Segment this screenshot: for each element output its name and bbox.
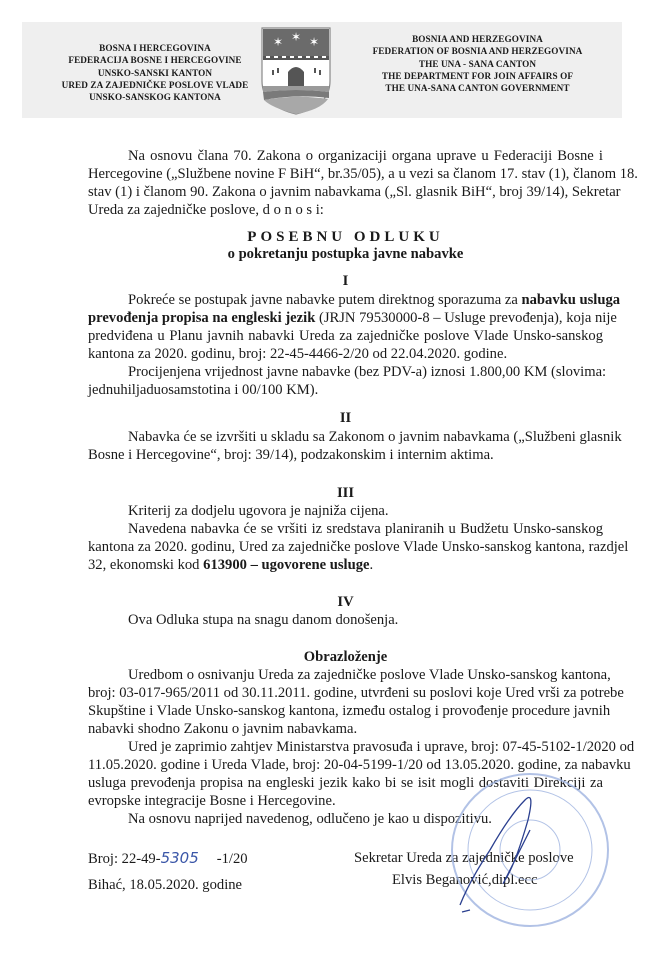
letterhead-line: UNSKO-SANSKOG KANTONA [89, 92, 221, 103]
text: Ured je zaprimio zahtjev Ministarstva pravosuđa i uprave, broj: 07-45-5102-1/2020 od [128, 739, 635, 755]
text: 11.05.2020. godine i Ureda Vlade, broj: 20-04-5199-1/20 od 13.05.2020. godine, za nabavku [88, 757, 631, 773]
bold-text: 613900 – ugovorene usluge [203, 557, 370, 573]
section-heading-obrazlozenje: Obrazloženje [303, 649, 388, 665]
text: Kriterij za dodjelu ugovora je najniža cijena. [128, 503, 389, 519]
text: nabavki shodno Zakonu o javnim nabavkama. [88, 721, 358, 737]
text-line [88, 309, 617, 327]
text: Bosne i Hercegovine“, broj: 39/14), podzakonskim i internim aktima. [88, 447, 494, 463]
text: Uredbom o osnivanju Ureda za zajedničke poslove Vlade Unsko-sanskog kantona, [128, 667, 611, 683]
text-line [88, 684, 624, 702]
text: Nabavka će se izvršiti u skladu sa Zakonom o javnim nabavkama („Službeni glasnik [128, 429, 622, 445]
signer-title: Sekretar Ureda za zajedničke poslove [354, 850, 574, 866]
text-line [88, 345, 603, 363]
text: Na osnovu naprijed navedenog, odlučeno je kao u dispozitivu. [128, 811, 492, 827]
letterhead-line: THE UNA - SANA CANTON [418, 58, 537, 69]
letterhead-line: FEDERATION OF BOSNIA AND HERZEGOVINA [372, 46, 583, 57]
section-heading-iii: III [336, 485, 355, 501]
letterhead-line: BOSNIA AND HERZEGOVINA [412, 34, 543, 44]
text-line [88, 446, 603, 464]
text-line [128, 738, 635, 756]
letterhead-line: THE UNA-SANA CANTON GOVERNMENT [385, 83, 570, 94]
section-heading-iv: IV [337, 594, 354, 610]
text: stav (1) i članom 90. Zakona o javnim nabavkama („Sl. glasnik BiH“, broj 39/14), Sekretar [88, 184, 621, 200]
text: 32, ekonomski kod [88, 557, 204, 573]
text: . [369, 557, 374, 573]
text-line [88, 720, 603, 738]
letterhead-line: UNSKO-SANSKI KANTON [97, 67, 213, 78]
text-line [88, 183, 621, 201]
text: Ureda za zajedničke poslove, d o n o s i: [88, 202, 324, 218]
letterhead-left [60, 42, 250, 103]
section-heading-ii: II [339, 410, 352, 426]
text: Procijenjena vrijednost javne nabavke (bez PDV-a) iznosi 1.800,00 KM (slovima: [128, 364, 607, 380]
text-line [128, 666, 611, 684]
svg-text:✶: ✶ [308, 35, 320, 49]
text: Ova Odluka stupa na snagu danom donošenja. [128, 612, 399, 628]
text: Navedena nabavka će se vršiti iz sredstava planiranih u Budžetu Unsko-sanskog [128, 521, 603, 537]
text-line [88, 165, 638, 183]
text-line [88, 381, 603, 399]
text: predviđena u Planu javnih nabavki Ureda za zajedničke poslove Vlade Unsko-sanskog [88, 328, 603, 344]
text: usluga prevođenja propisa na engleski jezik kako bi se isit mogli dostaviti Direkciji za [88, 775, 603, 791]
letterhead-right [355, 33, 600, 94]
text-line [128, 291, 621, 309]
text: kantona za 2020. godinu, Ured za zajedničke poslove Vlade Unsko-sanskog kantona, razdjel [88, 539, 629, 555]
text: Na osnovu člana 70. Zakona o organizaciji organa uprave u Federaciji Bosne i [128, 148, 603, 164]
svg-text:✶: ✶ [272, 35, 284, 49]
document-subtitle: o pokretanju postupka javne nabavke [227, 246, 464, 262]
text: Pokreće se postupak javne nabavke putem direktnog sporazuma za [128, 292, 522, 308]
text: broj: 03-017-965/2011 od 30.11.2011. godine, utvrđeni su poslovi koje Ured vrši za potrebe [88, 685, 624, 701]
text-line [88, 201, 603, 219]
signer-name: Elvis Beganović,dipl.ecc [392, 872, 538, 888]
reference-prefix: Broj: 22-49- [88, 851, 161, 867]
svg-text:✶: ✶ [290, 30, 302, 44]
text-line [128, 147, 603, 165]
text-line [88, 327, 603, 345]
text: kantona za 2020. godinu, broj: 22-45-4466-2/20 od 22.04.2020. godine. [88, 346, 508, 362]
text-line [128, 428, 622, 446]
text-line [88, 774, 603, 792]
text-line [88, 792, 603, 810]
document-title: POSEBNU ODLUKU [247, 229, 444, 245]
text-line [88, 756, 631, 774]
text-line [128, 502, 603, 520]
bold-text: prevođenja propisa na engleski jezik [88, 310, 316, 326]
place-date: Bihać, 18.05.2020. godine [88, 877, 243, 893]
text: Hercegovine („Službene novine F BiH“, br.35/05), a u vezi sa članom 17. stav (1), članom 18. [88, 166, 638, 182]
text: Skupštine i Vlade Unsko-sanskog kantona, između ostalog i provođenje procedure javnih [88, 703, 611, 719]
letterhead-line: URED ZA ZAJEDNIČKE POSLOVE VLADE [61, 79, 249, 90]
reference-number [88, 849, 248, 868]
letterhead-line: FEDERACIJA BOSNE I HERCEGOVINE [68, 55, 242, 66]
text-line [128, 810, 603, 828]
text-line [128, 520, 603, 538]
letterhead-line: THE DEPARTMENT FOR JOIN AFFAIRS OF [381, 70, 574, 81]
text-line [88, 556, 603, 574]
text: jednuhiljaduosamstotina i 00/100 KM). [88, 382, 319, 398]
text-line [128, 363, 607, 381]
bold-text: nabavku usluga [521, 292, 621, 308]
text: evropske integracije Bosne i Hercegovine. [88, 793, 336, 809]
handwritten-number: 5305 [160, 849, 199, 867]
coat-of-arms-icon [260, 26, 332, 116]
section-heading-i: I [342, 273, 349, 289]
text-line [128, 611, 603, 629]
text: (JRJN 79530000-8 – Usluge prevođenja), koja nije [315, 310, 617, 326]
reference-suffix: -1/20 [216, 851, 248, 867]
text-line [88, 538, 629, 556]
text-line [88, 702, 611, 720]
letterhead-line: BOSNA I HERCEGOVINA [99, 43, 211, 53]
